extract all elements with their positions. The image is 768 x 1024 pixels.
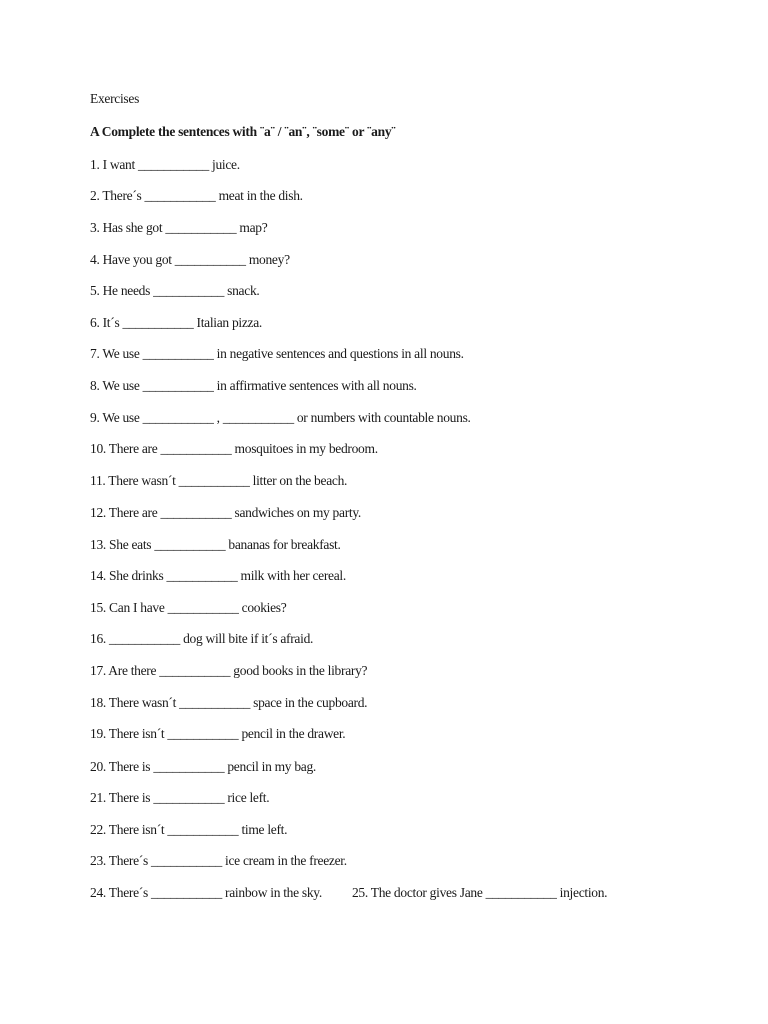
exercise-item-24: 24. There´s ___________ rainbow in the sky. <box>90 885 322 900</box>
exercise-item-15: 15. Can I have ___________ cookies? <box>90 600 287 615</box>
exercise-items-24-25 <box>90 885 607 901</box>
exercise-item-5: 5. He needs ___________ snack. <box>90 283 260 298</box>
exercise-item-4: 4. Have you got ___________ money? <box>90 252 290 267</box>
exercise-item-18: 18. There wasn´t ___________ space in the cupboard. <box>90 695 368 710</box>
exercise-item-13: 13. She eats ___________ bananas for breakfast. <box>90 537 341 552</box>
exercise-item-25: 25. The doctor gives Jane ___________ injection. <box>351 885 608 900</box>
exercise-item-2: 2. There´s ___________ meat in the dish. <box>90 188 303 203</box>
exercise-item-6: 6. It´s ___________ Italian pizza. <box>90 315 263 330</box>
exercise-item-10: 10. There are ___________ mosquitoes in my bedroom. <box>90 441 378 456</box>
exercise-item-21: 21. There is ___________ rice left. <box>90 790 270 805</box>
exercise-item-12: 12. There are ___________ sandwiches on my party. <box>90 505 361 520</box>
exercise-item-7: 7. We use ___________ in negative sentences and questions in all nouns. <box>90 346 464 361</box>
exercise-item-8: 8. We use ___________ in affirmative sentences with all nouns. <box>90 378 417 393</box>
exercise-item-20: 20. There is ___________ pencil in my bag. <box>90 759 316 774</box>
exercise-item-3: 3. Has she got ___________ map? <box>90 220 268 235</box>
exercise-item-11: 11. There wasn´t ___________ litter on the beach. <box>90 473 348 488</box>
exercise-item-14: 14. She drinks ___________ milk with her cereal. <box>90 568 346 583</box>
exercise-item-16: 16. ___________ dog will bite if it´s afraid. <box>90 631 314 646</box>
exercise-item-1: 1. I want ___________ juice. <box>90 157 240 172</box>
exercise-item-19: 19. There isn´t ___________ pencil in the drawer. <box>90 726 346 741</box>
exercise-item-22: 22. There isn´t ___________ time left. <box>90 822 288 837</box>
page-heading: Exercises <box>90 91 140 106</box>
exercise-item-9: 9. We use ___________ , ___________ or numbers with countable nouns. <box>90 410 471 425</box>
exercise-item-23: 23. There´s ___________ ice cream in the freezer. <box>90 853 347 868</box>
exercise-instruction: A Complete the sentences with ¨a¨ / ¨an¨, ¨some¨ or ¨any¨ <box>90 124 396 139</box>
exercise-item-17: 17. Are there ___________ good books in the library? <box>90 663 368 678</box>
